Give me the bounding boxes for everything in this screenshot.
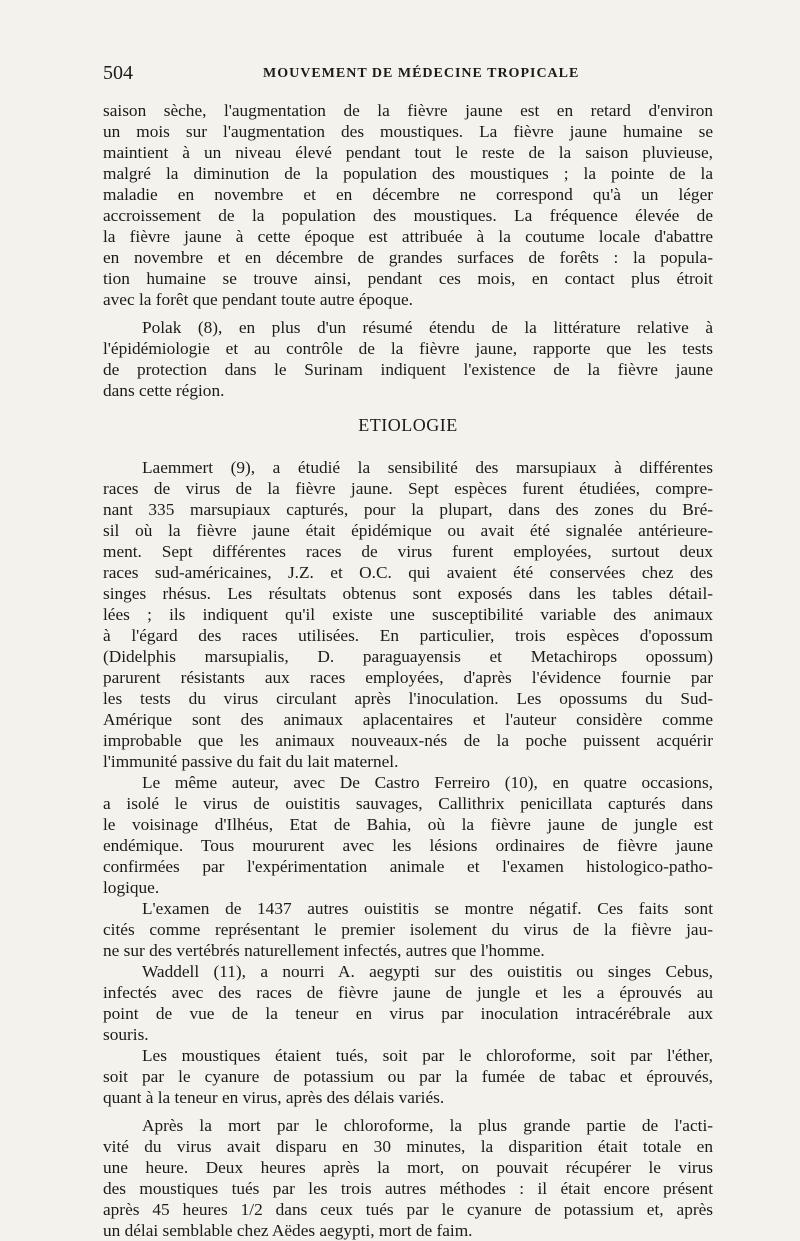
- text-line: avec la forêt que pendant toute autre époque.: [103, 290, 413, 309]
- text-line: de protection dans le Surinam indiquent l'existence de la fièvre jaune: [103, 360, 713, 379]
- text-line: races sud-américaines, J.Z. et O.C. qui avaient été conservées chez des: [103, 563, 713, 582]
- page-number: 504: [103, 62, 133, 84]
- text-line: dans cette région.: [103, 381, 225, 400]
- text-line: L'examen de 1437 autres ouistitis se montre négatif. Ces faits sont: [142, 899, 713, 918]
- text-line: Waddell (11), a nourri A. aegypti sur des ouistitis ou singes Cebus,: [142, 962, 713, 981]
- text-line: (Didelphis marsupialis, D. paraguayensis et Metachirops opossum): [103, 647, 713, 666]
- text-line: des moustiques tués par les trois autres méthodes : il était encore présent: [103, 1179, 713, 1198]
- text-line: ment. Sept différentes races de virus furent employées, surtout deux: [103, 542, 713, 561]
- text-line: ne sur des vertébrés naturellement infectés, autres que l'homme.: [103, 941, 545, 960]
- text-line: Les moustiques étaient tués, soit par le chloroforme, soit par l'éther,: [142, 1046, 713, 1065]
- text-line: en novembre et en décembre de grandes surfaces de forêts : la popula-: [103, 248, 713, 267]
- text-line: a isolé le virus de ouistitis sauvages, Callithrix penicillata capturés dans: [103, 794, 713, 813]
- text-line: infectés avec des races de fièvre jaune de jungle et les a éprouvés au: [103, 983, 713, 1002]
- text-line: singes rhésus. Les résultats obtenus sont exposés dans les tables détail-: [103, 584, 713, 603]
- text-line: logique.: [103, 878, 160, 897]
- text-line: l'épidémiologie et au contrôle de la fièvre jaune, rapporte que les tests: [103, 339, 713, 358]
- section-heading-block: [103, 411, 713, 457]
- text-line: accroissement de la population des moustiques. La fréquence élevée de: [103, 206, 713, 225]
- text-line: quant à la teneur en virus, après des délais variés.: [103, 1088, 445, 1107]
- text-line: un mois sur l'augmentation des moustiques. La fièvre jaune humaine se: [103, 122, 713, 141]
- text-line: souris.: [103, 1025, 149, 1044]
- text-line: endémique. Tous moururent avec les lésions ordinaires de fièvre jaune: [103, 836, 713, 855]
- text-line: Polak (8), en plus d'un résumé étendu de la littérature relative à: [142, 318, 713, 337]
- text-line: vité du virus avait disparu en 30 minutes, la disparition était totale en: [103, 1137, 713, 1156]
- text-line: parurent résistants aux races employées, d'après l'évidence fournie par: [103, 668, 713, 687]
- text-line: lées ; ils indiquent qu'il existe une susceptibilité variable des animaux: [103, 605, 713, 624]
- text-line: cités comme représentant le premier isolement du virus de la fièvre jau-: [103, 920, 713, 939]
- text-line: après 45 heures 1/2 dans ceux tués par le cyanure de potassium et, après: [103, 1200, 713, 1219]
- text-line: Amérique sont des animaux aplacentaires et l'auteur considère comme: [103, 710, 713, 729]
- text-line: confirmées par l'expérimentation animale et l'examen histologico-patho-: [103, 857, 713, 876]
- text-line: Après la mort par le chloroforme, la plus grande partie de l'acti-: [142, 1116, 713, 1135]
- section-heading: ETIOLOGIE: [358, 415, 458, 435]
- body-text: [103, 100, 713, 1241]
- text-line: point de vue de la teneur en virus par inoculation intracérébrale aux: [103, 1004, 713, 1023]
- text-line: maladie en novembre et en décembre ne correspond qu'à un léger: [103, 185, 713, 204]
- text-line: tion humaine se trouve ainsi, pendant ces mois, en contact plus étroit: [103, 269, 713, 288]
- text-line: improbable que les animaux nouveaux-nés de la poche puissent acquérir: [103, 731, 713, 750]
- text-line: un délai semblable chez Aëdes aegypti, mort de faim.: [103, 1221, 473, 1240]
- running-title: MOUVEMENT DE MÉDECINE TROPICALE: [263, 66, 580, 81]
- text-line: saison sèche, l'augmentation de la fièvre jaune est en retard d'environ: [103, 101, 713, 120]
- text-line: Le même auteur, avec De Castro Ferreiro (10), en quatre occasions,: [142, 773, 713, 792]
- text-line: les tests du virus circulant après l'inoculation. Les opossums du Sud-: [103, 689, 713, 708]
- text-line: à l'égard des races utilisées. En particulier, trois espèces d'opossum: [103, 626, 713, 645]
- text-line: malgré la diminution de la population des moustiques ; la pointe de la: [103, 164, 713, 183]
- text-line: sil où la fièvre jaune était épidémique ou avait été signalée antérieure-: [103, 521, 713, 540]
- text-line: l'immunité passive du fait du lait maternel.: [103, 752, 399, 771]
- text-line: nant 335 marsupiaux capturés, pour la plupart, dans des zones du Bré-: [103, 500, 713, 519]
- text-line: maintient à un niveau élevé pendant tout le reste de la saison pluvieuse,: [103, 143, 713, 162]
- text-line: une heure. Deux heures après la mort, on pouvait récupérer le virus: [103, 1158, 713, 1177]
- text-line: soit par le cyanure de potassium ou par la fumée de tabac et éprouvés,: [103, 1067, 713, 1086]
- text-line: la fièvre jaune à cette époque est attribuée à la coutume locale d'abattre: [103, 227, 713, 246]
- text-line: le voisinage d'Ilhéus, Etat de Bahia, où la fièvre jaune de jungle est: [103, 815, 713, 834]
- text-line: races de virus de la fièvre jaune. Sept espèces furent étudiées, compre-: [103, 479, 713, 498]
- text-line: Laemmert (9), a étudié la sensibilité des marsupiaux à différentes: [142, 458, 713, 477]
- page-header: [103, 62, 723, 88]
